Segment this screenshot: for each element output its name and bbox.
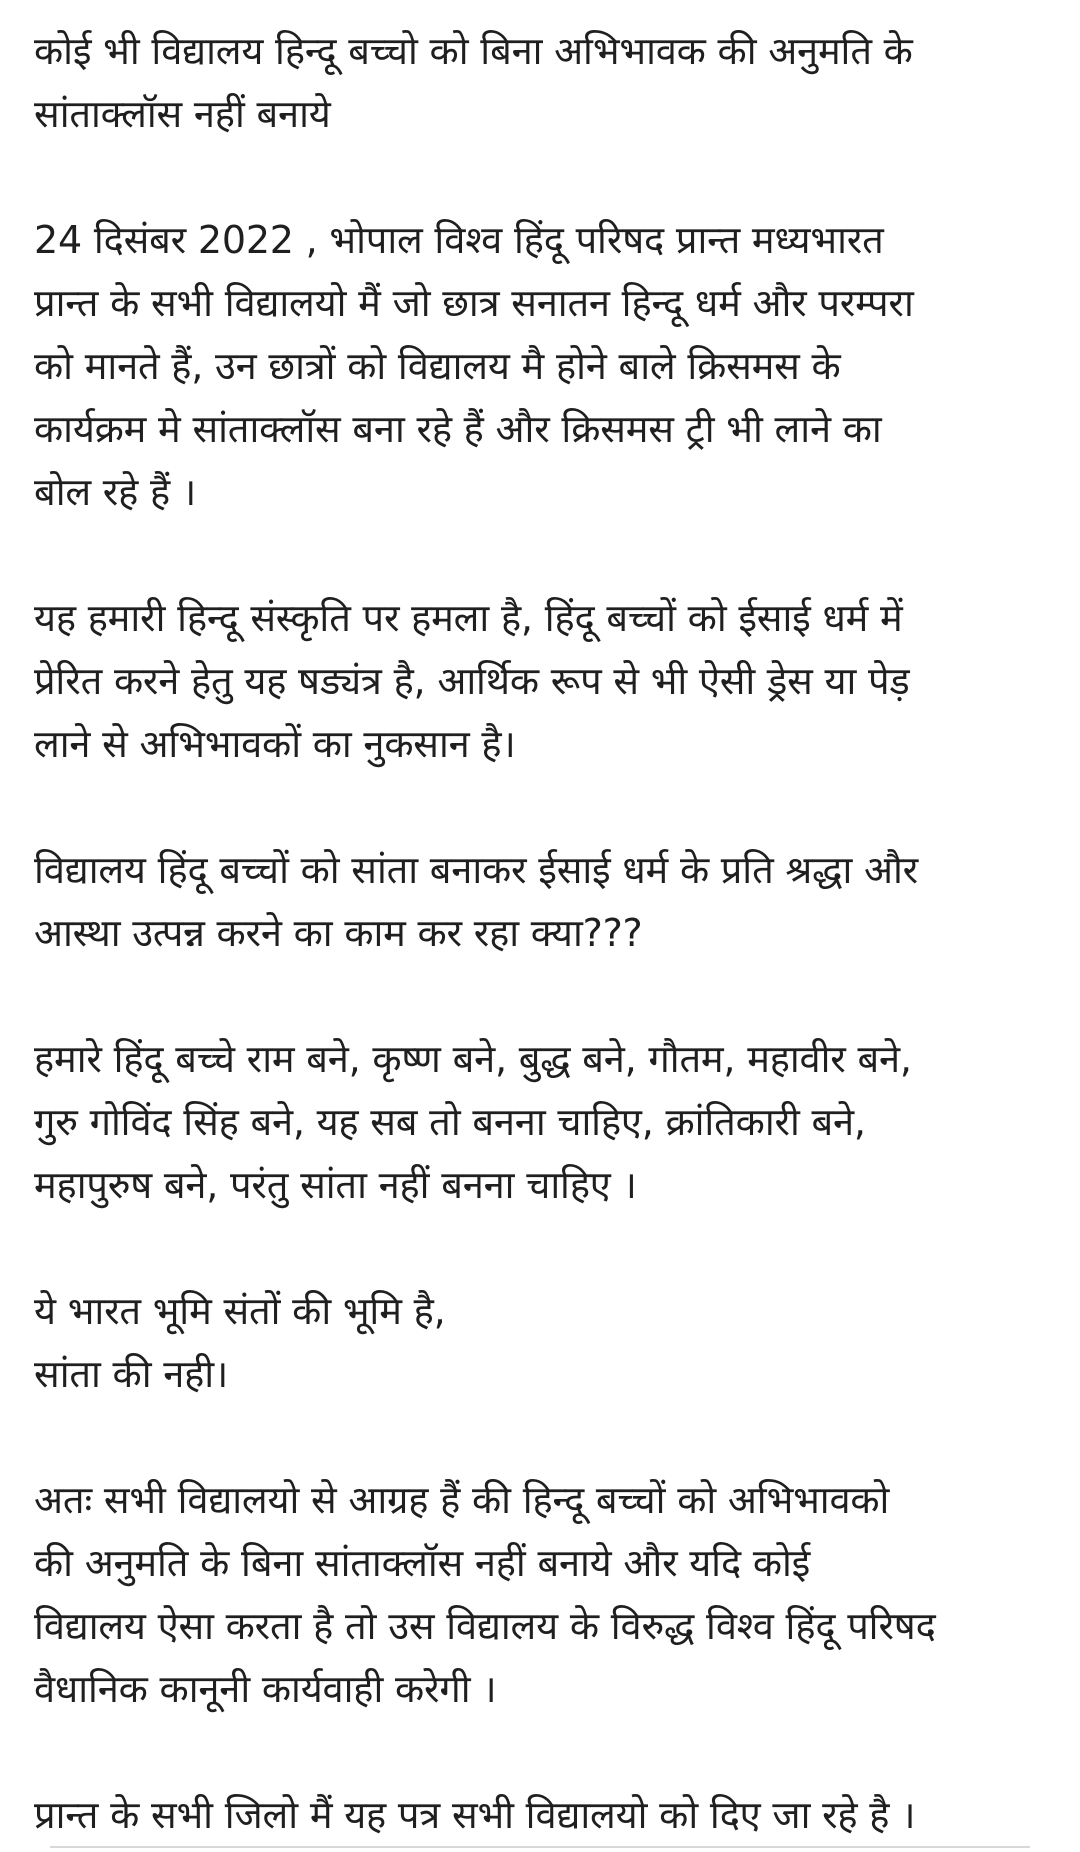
- text-line: प्रेरित करने हेतु यह षड्यंत्र है, आर्थिक रूप से भी ऐसी ड्रेस या पेड़: [34, 659, 910, 703]
- text-line: कोई भी विद्यालय हिन्दू बच्चो को बिना अभिभावक की अनुमति के: [34, 29, 913, 73]
- paragraph-role-models: [34, 1028, 1064, 1217]
- text-line: प्रान्त के सभी विद्यालयो मैं जो छात्र सनातन हिन्दू धर्म और परम्परा: [34, 281, 914, 325]
- paragraph-request: [34, 1469, 1064, 1721]
- paragraph-gap: [34, 146, 1064, 209]
- text-line: 24 दिसंबर 2022 , भोपाल विश्व हिंदू परिषद प्रान्त मध्यभारत: [34, 218, 884, 262]
- text-line: को मानते हैं, उन छात्रों को विद्यालय मै होने बाले क्रिसमस के: [34, 344, 841, 388]
- paragraph-gap: [34, 1406, 1064, 1469]
- text-line: वैधानिक कानूनी कार्यवाही करेगी ।: [34, 1667, 497, 1711]
- text-line: बोल रहे हैं ।: [34, 470, 197, 514]
- text-line: प्रान्त के सभी जिलो मैं यह पत्र सभी विद्यालयो को दिए जा रहे है ।: [34, 1793, 916, 1837]
- text-line: आस्था उत्पन्न करने का काम कर रहा क्या???: [34, 911, 643, 955]
- document-body: [34, 20, 1064, 1847]
- text-line: लाने से अभिभावकों का नुकसान है।: [34, 722, 516, 766]
- paragraph-gap: [34, 965, 1064, 1028]
- paragraph-gap: [34, 776, 1064, 839]
- heading-paragraph: [34, 20, 1064, 146]
- text-line: हमारे हिंदू बच्चे राम बने, कृष्ण बने, बुद्ध बने, गौतम, महावीर बने,: [34, 1037, 912, 1081]
- text-line: सांताक्लॉस नहीं बनाये: [34, 92, 331, 136]
- paragraph-date-intro: [34, 209, 1064, 524]
- paragraph-land: [34, 1280, 1064, 1406]
- bottom-divider: [50, 1846, 1030, 1848]
- text-line: कार्यक्रम मे सांताक्लॉस बना रहे हैं और क्रिसमस ट्री भी लाने का: [34, 407, 882, 451]
- paragraph-attack: [34, 587, 1064, 776]
- text-line: विद्यालय हिंदू बच्चों को सांता बनाकर ईसाई धर्म के प्रति श्रद्धा और: [34, 848, 919, 892]
- paragraph-gap: [34, 524, 1064, 587]
- paragraph-question: [34, 839, 1064, 965]
- text-line: यह हमारी हिन्दू संस्कृति पर हमला है, हिंदू बच्चों को ईसाई धर्म में: [34, 596, 903, 640]
- text-line: गुरु गोविंद सिंह बने, यह सब तो बनना चाहिए, क्रांतिकारी बने,: [34, 1100, 866, 1144]
- text-line: की अनुमति के बिना सांताक्लॉस नहीं बनाये और यदि कोई: [34, 1541, 811, 1585]
- text-line: अतः सभी विद्यालयो से आग्रह हैं की हिन्दू बच्चों को अभिभावको: [34, 1478, 890, 1522]
- paragraph-distribution: [34, 1784, 1064, 1847]
- text-line: विद्यालय ऐसा करता है तो उस विद्यालय के विरुद्ध विश्व हिंदू परिषद: [34, 1604, 936, 1648]
- text-line: सांता की नही।: [34, 1352, 229, 1396]
- text-line: ये भारत भूमि संतों की भूमि है,: [34, 1289, 446, 1333]
- paragraph-gap: [34, 1721, 1064, 1784]
- paragraph-gap: [34, 1217, 1064, 1280]
- text-line: महापुरुष बने, परंतु सांता नहीं बनना चाहिए ।: [34, 1163, 637, 1207]
